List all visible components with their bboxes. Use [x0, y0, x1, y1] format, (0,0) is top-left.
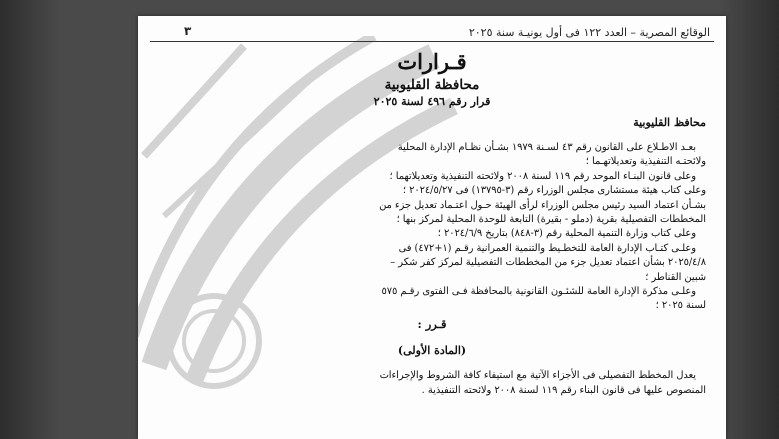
article-line: المنصوص عليها فى قانون البناء رقم ١١٩ لسنة ٢٠٠٨ ولائحته التنفيذية .	[421, 384, 706, 396]
gazette-title: الوقائع المصرية – العدد ١٢٢ فى أول يونيـة سنة ٢٠٢٥	[468, 26, 710, 39]
page-number: ٣	[184, 24, 192, 38]
header-divider	[150, 41, 714, 42]
preamble-line: ولائحتـه التنفيذية وتعديلاتهـما ؛	[585, 156, 706, 168]
document-page	[138, 16, 726, 439]
preamble-line: المخططات التفصيلية بقرية (دملو - بقيرة) التابعة للوحدة المحلية لمركز بنها ؛	[396, 214, 706, 226]
preamble	[158, 141, 706, 314]
article-heading: (المادة الأولى)	[397, 344, 467, 358]
preamble-line: لسنة ٢٠٢٥ ؛	[655, 300, 706, 312]
decree-title: قرار رقم ٤٩٦ لسنة ٢٠٢٥	[373, 95, 491, 108]
preamble-line: وعلـى كتـاب الإدارة العامة للتخطـيط والتنمية العمرانية رقـم (١+٤٧٢) فى	[398, 242, 696, 254]
section-title: قـرارات	[397, 49, 467, 74]
article-text	[158, 369, 706, 398]
preamble-line: بشـأن اعتماد السيد رئيس مجلس الوزراء لرأى الهيئة حـول اعتـماد تعديل جزء من	[379, 199, 706, 211]
preamble-line: ٢٠٢٥/٤/٨ بشأن اعتماد تعديل جزء من المخططات التفصيلية لمركز كفر شكر –	[390, 257, 706, 269]
preamble-line: وعلـى مذكرة الإدارة العامة للشئـون القانونية بالمحافظة فـى الفتوى رقـم ٥٧٥	[381, 286, 696, 298]
page-header	[150, 24, 714, 42]
document-body	[158, 46, 706, 439]
article-line: يعدل المخطط التفصيلى فى الأجزاء الآتية مع استيفاء كافة الشروط والإجراءات	[379, 370, 696, 382]
preamble-line: وعلى قانون البنـاء الموحد رقم ١١٩ لسنة ٢٠٠٨ ولائحته التنفيذية وتعديلاتهما ؛	[389, 170, 696, 182]
preamble-line: وعلى كتاب وزارة التنمية المحلية رقم (٣-٨٤٨) بتاريخ ٢٠٢٤/٦/٩ ؛	[437, 228, 696, 240]
preamble-line: وعلى كتاب هيئة مستشارى مجلس الوزراء رقم (٣-١٣٧٩٥) فى ٢٠٢٤/٥/٢٧ ؛	[402, 185, 706, 197]
preamble-line: شبين القناطر ؛	[645, 271, 706, 283]
governorate-title: محافظة القليوبية	[384, 77, 480, 93]
decides-heading: قـرر :	[417, 316, 447, 331]
preamble-line: بعـد الاطـلاع على القانون رقم ٤٣ لسـنة ١٩٧٩ بشـأن نظـام الإدارة المحلية	[397, 142, 696, 153]
issuer-label: محافظ القليوبية	[633, 116, 706, 129]
